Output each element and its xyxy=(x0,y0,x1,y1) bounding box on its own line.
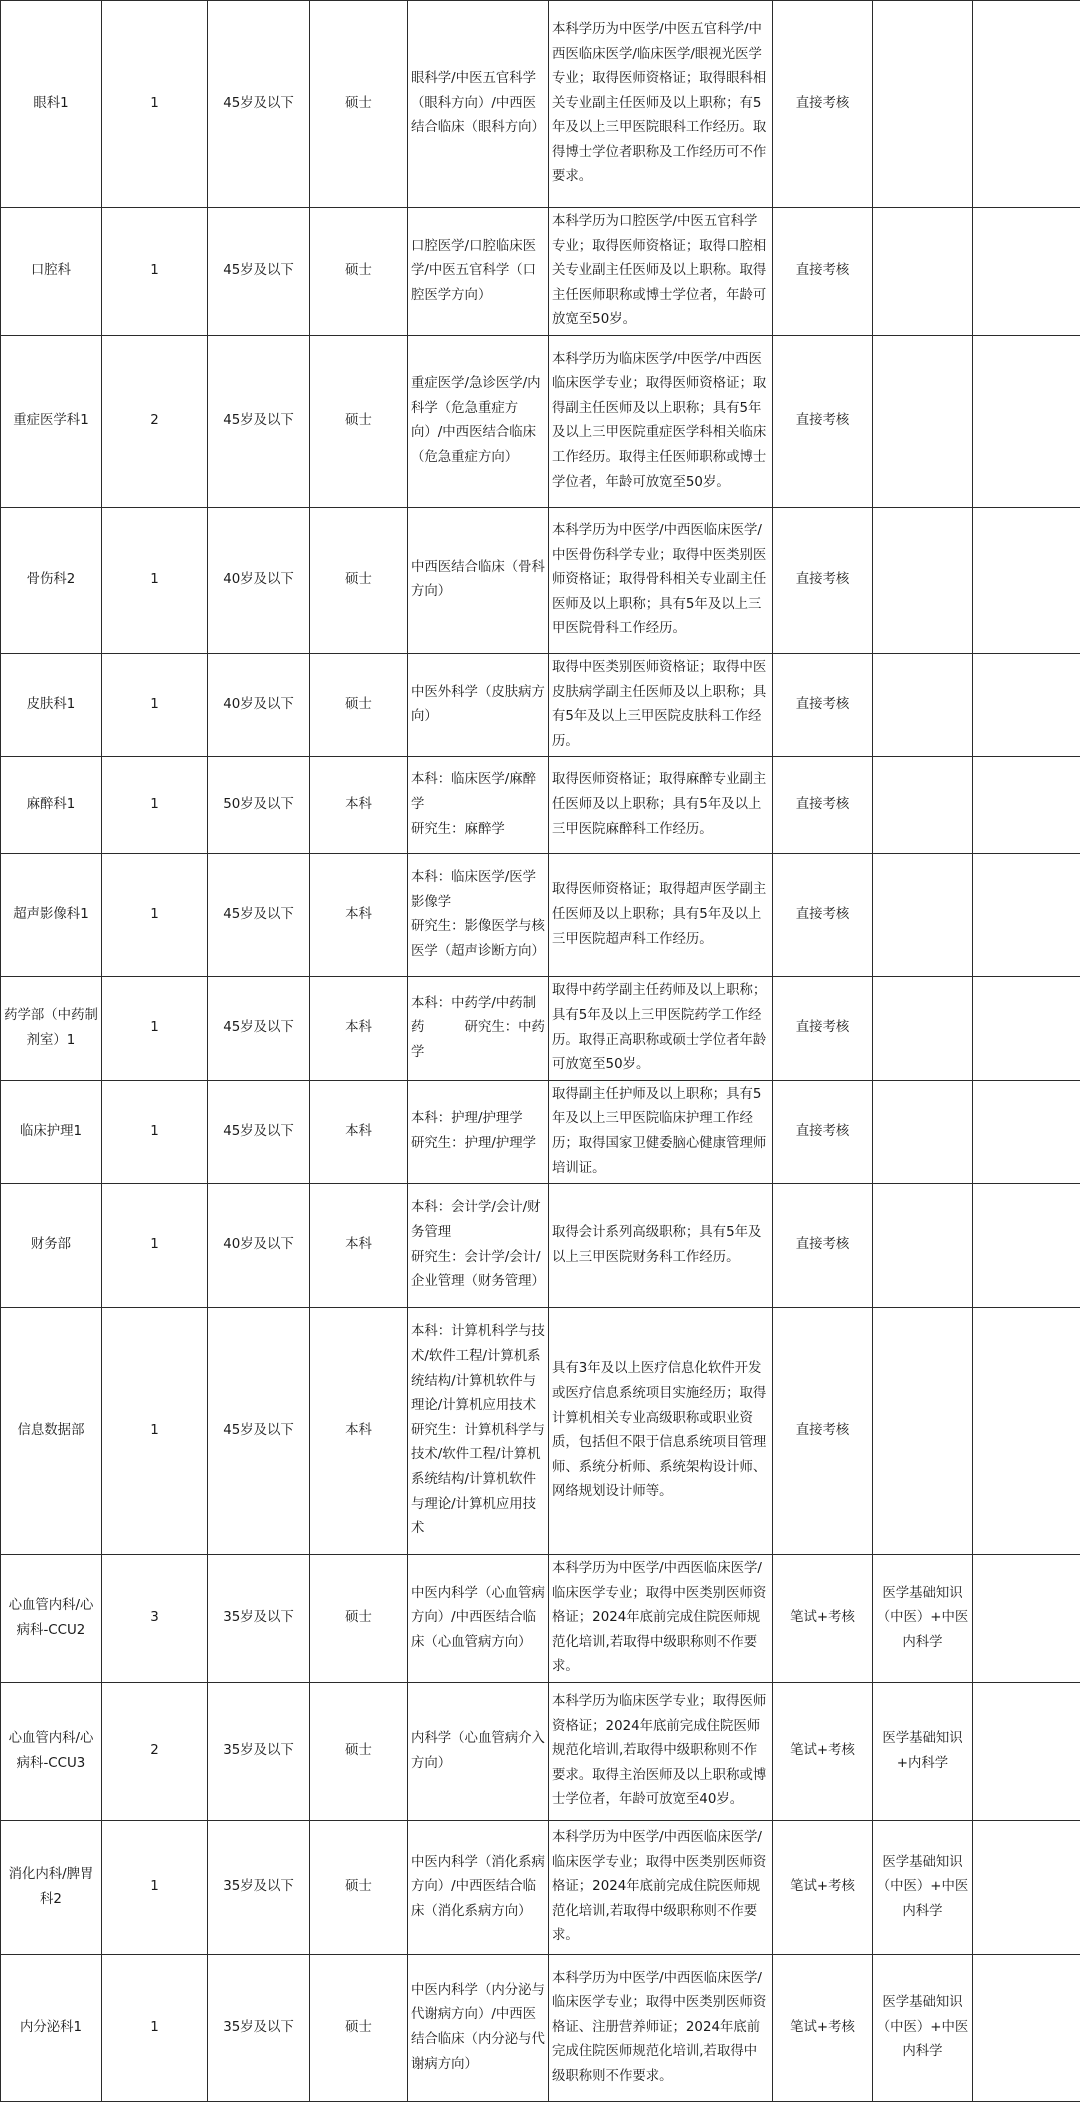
note-cell xyxy=(973,977,1080,1080)
requirements-cell: 取得医师资格证；取得麻醉专业副主任医师及以上职称；具有5年及以上三甲医院麻醉科工作经历。 xyxy=(549,757,773,854)
exam-cell xyxy=(873,854,973,977)
age-cell: 35岁及以下 xyxy=(208,1555,310,1683)
table-row xyxy=(1,1555,1080,1683)
note-cell xyxy=(973,757,1080,854)
note-cell xyxy=(973,507,1080,653)
note-cell xyxy=(973,1555,1080,1683)
method-cell: 直接考核 xyxy=(773,1184,873,1308)
dept-cell: 重症医学科1 xyxy=(1,335,102,507)
degree-cell: 本科 xyxy=(310,854,408,977)
degree-cell: 硕士 xyxy=(310,1683,408,1821)
method-cell: 直接考核 xyxy=(773,507,873,653)
exam-cell: 医学基础知识（中医）+中医内科学 xyxy=(873,1555,973,1683)
note-cell xyxy=(973,1,1080,208)
requirements-cell: 本科学历为中医学/中医五官科学/中西医临床医学/临床医学/眼视光医学专业；取得医师资格证；取得眼科相关专业副主任医师及以上职称；有5年及以上三甲医院眼科工作经历。取得博士学位者职称及工作经历可不作要求。 xyxy=(549,1,773,208)
method-cell: 直接考核 xyxy=(773,854,873,977)
note-cell xyxy=(973,854,1080,977)
degree-cell: 硕士 xyxy=(310,1,408,208)
major-cell: 本科：临床医学/麻醉学 研究生：麻醉学 xyxy=(408,757,549,854)
table-row xyxy=(1,757,1080,854)
count-cell: 1 xyxy=(102,1955,208,2102)
note-cell xyxy=(973,1683,1080,1821)
count-cell: 2 xyxy=(102,335,208,507)
dept-cell: 财务部 xyxy=(1,1184,102,1308)
dept-cell: 消化内科/脾胃科2 xyxy=(1,1821,102,1955)
exam-cell xyxy=(873,208,973,336)
dept-cell: 心血管内科/心病科-CCU2 xyxy=(1,1555,102,1683)
exam-cell xyxy=(873,1,973,208)
age-cell: 50岁及以下 xyxy=(208,757,310,854)
exam-cell xyxy=(873,1080,973,1183)
method-cell: 笔试+考核 xyxy=(773,1683,873,1821)
dept-cell: 口腔科 xyxy=(1,208,102,336)
note-cell xyxy=(973,1955,1080,2102)
method-cell: 直接考核 xyxy=(773,977,873,1080)
major-cell: 中西医结合临床（骨科方向） xyxy=(408,507,549,653)
major-cell: 本科：护理/护理学 研究生：护理/护理学 xyxy=(408,1080,549,1183)
major-cell: 重症医学/急诊医学/内科学（危急重症方向）/中西医结合临床（危急重症方向） xyxy=(408,335,549,507)
note-cell xyxy=(973,1308,1080,1555)
exam-cell xyxy=(873,1184,973,1308)
degree-cell: 硕士 xyxy=(310,507,408,653)
age-cell: 45岁及以下 xyxy=(208,977,310,1080)
degree-cell: 本科 xyxy=(310,1308,408,1555)
requirements-cell: 取得中药学副主任药师及以上职称；具有5年及以上三甲医院药学工作经历。取得正高职称或硕士学位者年龄可放宽至50岁。 xyxy=(549,977,773,1080)
requirements-cell: 取得副主任护师及以上职称；具有5年及以上三甲医院临床护理工作经历；取得国家卫健委脑心健康管理师培训证。 xyxy=(549,1080,773,1183)
requirements-cell: 本科学历为临床医学专业；取得医师资格证；2024年底前完成住院医师规范化培训,若取得中级职称则不作要求。取得主治医师及以上职称或博士学位者，年龄可放宽至40岁。 xyxy=(549,1683,773,1821)
table-row xyxy=(1,1683,1080,1821)
degree-cell: 硕士 xyxy=(310,335,408,507)
note-cell xyxy=(973,1184,1080,1308)
method-cell: 笔试+考核 xyxy=(773,1821,873,1955)
major-cell: 本科：会计学/会计/财务管理 研究生：会计学/会计/企业管理（财务管理） xyxy=(408,1184,549,1308)
note-cell xyxy=(973,1821,1080,1955)
requirements-cell: 取得中医类别医师资格证；取得中医皮肤病学副主任医师及以上职称；具有5年及以上三甲医院皮肤科工作经历。 xyxy=(549,653,773,756)
dept-cell: 信息数据部 xyxy=(1,1308,102,1555)
count-cell: 3 xyxy=(102,1555,208,1683)
table-body xyxy=(1,1,1080,2102)
major-cell: 眼科学/中医五官科学（眼科方向）/中西医结合临床（眼科方向） xyxy=(408,1,549,208)
count-cell: 1 xyxy=(102,854,208,977)
requirements-cell: 本科学历为中医学/中西医临床医学/临床医学专业；取得中医类别医师资格证；2024年底前完成住院医师规范化培训,若取得中级职称则不作要求。 xyxy=(549,1821,773,1955)
exam-cell xyxy=(873,653,973,756)
degree-cell: 硕士 xyxy=(310,1955,408,2102)
major-cell: 口腔医学/口腔临床医学/中医五官科学（口腔医学方向） xyxy=(408,208,549,336)
requirements-cell: 本科学历为中医学/中西医临床医学/临床医学专业；取得中医类别医师资格证；2024年底前完成住院医师规范化培训,若取得中级职称则不作要求。 xyxy=(549,1555,773,1683)
dept-cell: 眼科1 xyxy=(1,1,102,208)
table-row xyxy=(1,653,1080,756)
method-cell: 直接考核 xyxy=(773,653,873,756)
degree-cell: 硕士 xyxy=(310,1555,408,1683)
dept-cell: 皮肤科1 xyxy=(1,653,102,756)
age-cell: 45岁及以下 xyxy=(208,335,310,507)
age-cell: 40岁及以下 xyxy=(208,1184,310,1308)
count-cell: 1 xyxy=(102,1308,208,1555)
dept-cell: 麻醉科1 xyxy=(1,757,102,854)
table-row xyxy=(1,1308,1080,1555)
method-cell: 直接考核 xyxy=(773,757,873,854)
age-cell: 35岁及以下 xyxy=(208,1683,310,1821)
exam-cell: 医学基础知识+内科学 xyxy=(873,1683,973,1821)
degree-cell: 硕士 xyxy=(310,1821,408,1955)
major-cell: 本科：临床医学/医学影像学 研究生：影像医学与核医学（超声诊断方向） xyxy=(408,854,549,977)
exam-cell: 医学基础知识（中医）+中医内科学 xyxy=(873,1821,973,1955)
method-cell: 直接考核 xyxy=(773,1308,873,1555)
major-cell: 内科学（心血管病介入方向） xyxy=(408,1683,549,1821)
degree-cell: 硕士 xyxy=(310,208,408,336)
method-cell: 直接考核 xyxy=(773,208,873,336)
degree-cell: 本科 xyxy=(310,1080,408,1183)
age-cell: 40岁及以下 xyxy=(208,653,310,756)
age-cell: 45岁及以下 xyxy=(208,1,310,208)
age-cell: 40岁及以下 xyxy=(208,507,310,653)
dept-cell: 药学部（中药制剂室）1 xyxy=(1,977,102,1080)
table-row xyxy=(1,335,1080,507)
table-row xyxy=(1,977,1080,1080)
requirements-cell: 取得会计系列高级职称；具有5年及以上三甲医院财务科工作经历。 xyxy=(549,1184,773,1308)
method-cell: 直接考核 xyxy=(773,335,873,507)
table-row xyxy=(1,1821,1080,1955)
degree-cell: 硕士 xyxy=(310,653,408,756)
dept-cell: 内分泌科1 xyxy=(1,1955,102,2102)
count-cell: 2 xyxy=(102,1683,208,1821)
method-cell: 直接考核 xyxy=(773,1,873,208)
age-cell: 35岁及以下 xyxy=(208,1821,310,1955)
age-cell: 45岁及以下 xyxy=(208,208,310,336)
table-row xyxy=(1,507,1080,653)
requirements-cell: 取得医师资格证；取得超声医学副主任医师及以上职称；具有5年及以上三甲医院超声科工作经历。 xyxy=(549,854,773,977)
table-row xyxy=(1,854,1080,977)
exam-cell xyxy=(873,977,973,1080)
major-cell: 本科：计算机科学与技术/软件工程/计算机系统结构/计算机软件与理论/计算机应用技术 研究生：计算机科学与技术/软件工程/计算机系统结构/计算机软件与理论/计算机应用技术 xyxy=(408,1308,549,1555)
dept-cell: 超声影像科1 xyxy=(1,854,102,977)
note-cell xyxy=(973,1080,1080,1183)
major-cell: 本科：中药学/中药制药 研究生：中药学 xyxy=(408,977,549,1080)
count-cell: 1 xyxy=(102,1184,208,1308)
table-row xyxy=(1,1080,1080,1183)
table-row xyxy=(1,1955,1080,2102)
requirements-cell: 本科学历为临床医学/中医学/中西医临床医学专业；取得医师资格证；取得副主任医师及以上职称；具有5年及以上三甲医院重症医学科相关临床工作经历。取得主任医师职称或博士学位者，年龄可放宽至50岁。 xyxy=(549,335,773,507)
exam-cell xyxy=(873,335,973,507)
exam-cell: 医学基础知识（中医）+中医内科学 xyxy=(873,1955,973,2102)
method-cell: 笔试+考核 xyxy=(773,1555,873,1683)
table-row xyxy=(1,1,1080,208)
count-cell: 1 xyxy=(102,507,208,653)
degree-cell: 本科 xyxy=(310,977,408,1080)
note-cell xyxy=(973,653,1080,756)
count-cell: 1 xyxy=(102,653,208,756)
dept-cell: 临床护理1 xyxy=(1,1080,102,1183)
degree-cell: 本科 xyxy=(310,1184,408,1308)
age-cell: 45岁及以下 xyxy=(208,1308,310,1555)
requirements-cell: 本科学历为口腔医学/中医五官科学专业；取得医师资格证；取得口腔相关专业副主任医师及以上职称。取得主任医师职称或博士学位者，年龄可放宽至50岁。 xyxy=(549,208,773,336)
note-cell xyxy=(973,335,1080,507)
exam-cell xyxy=(873,507,973,653)
age-cell: 45岁及以下 xyxy=(208,854,310,977)
dept-cell: 骨伤科2 xyxy=(1,507,102,653)
major-cell: 中医内科学（内分泌与代谢病方向）/中西医结合临床（内分泌与代谢病方向） xyxy=(408,1955,549,2102)
requirements-cell: 本科学历为中医学/中西医临床医学/临床医学专业；取得中医类别医师资格证、注册营养师证；2024年底前完成住院医师规范化培训,若取得中级职称则不作要求。 xyxy=(549,1955,773,2102)
age-cell: 35岁及以下 xyxy=(208,1955,310,2102)
method-cell: 直接考核 xyxy=(773,1080,873,1183)
exam-cell xyxy=(873,1308,973,1555)
age-cell: 45岁及以下 xyxy=(208,1080,310,1183)
requirements-cell: 具有3年及以上医疗信息化软件开发或医疗信息系统项目实施经历；取得计算机相关专业高级职称或职业资质，包括但不限于信息系统项目管理师、系统分析师、系统架构设计师、网络规划设计师等。 xyxy=(549,1308,773,1555)
count-cell: 1 xyxy=(102,1080,208,1183)
count-cell: 1 xyxy=(102,977,208,1080)
major-cell: 中医外科学（皮肤病方向） xyxy=(408,653,549,756)
requirements-cell: 本科学历为中医学/中西医临床医学/中医骨伤科学专业；取得中医类别医师资格证；取得骨科相关专业副主任医师及以上职称；具有5年及以上三甲医院骨科工作经历。 xyxy=(549,507,773,653)
count-cell: 1 xyxy=(102,208,208,336)
table-row xyxy=(1,1184,1080,1308)
count-cell: 1 xyxy=(102,757,208,854)
exam-cell xyxy=(873,757,973,854)
method-cell: 笔试+考核 xyxy=(773,1955,873,2102)
count-cell: 1 xyxy=(102,1821,208,1955)
major-cell: 中医内科学（消化系病方向）/中西医结合临床（消化系病方向） xyxy=(408,1821,549,1955)
dept-cell: 心血管内科/心病科-CCU3 xyxy=(1,1683,102,1821)
major-cell: 中医内科学（心血管病方向）/中西医结合临床（心血管病方向） xyxy=(408,1555,549,1683)
table-row xyxy=(1,208,1080,336)
note-cell xyxy=(973,208,1080,336)
degree-cell: 本科 xyxy=(310,757,408,854)
count-cell: 1 xyxy=(102,1,208,208)
